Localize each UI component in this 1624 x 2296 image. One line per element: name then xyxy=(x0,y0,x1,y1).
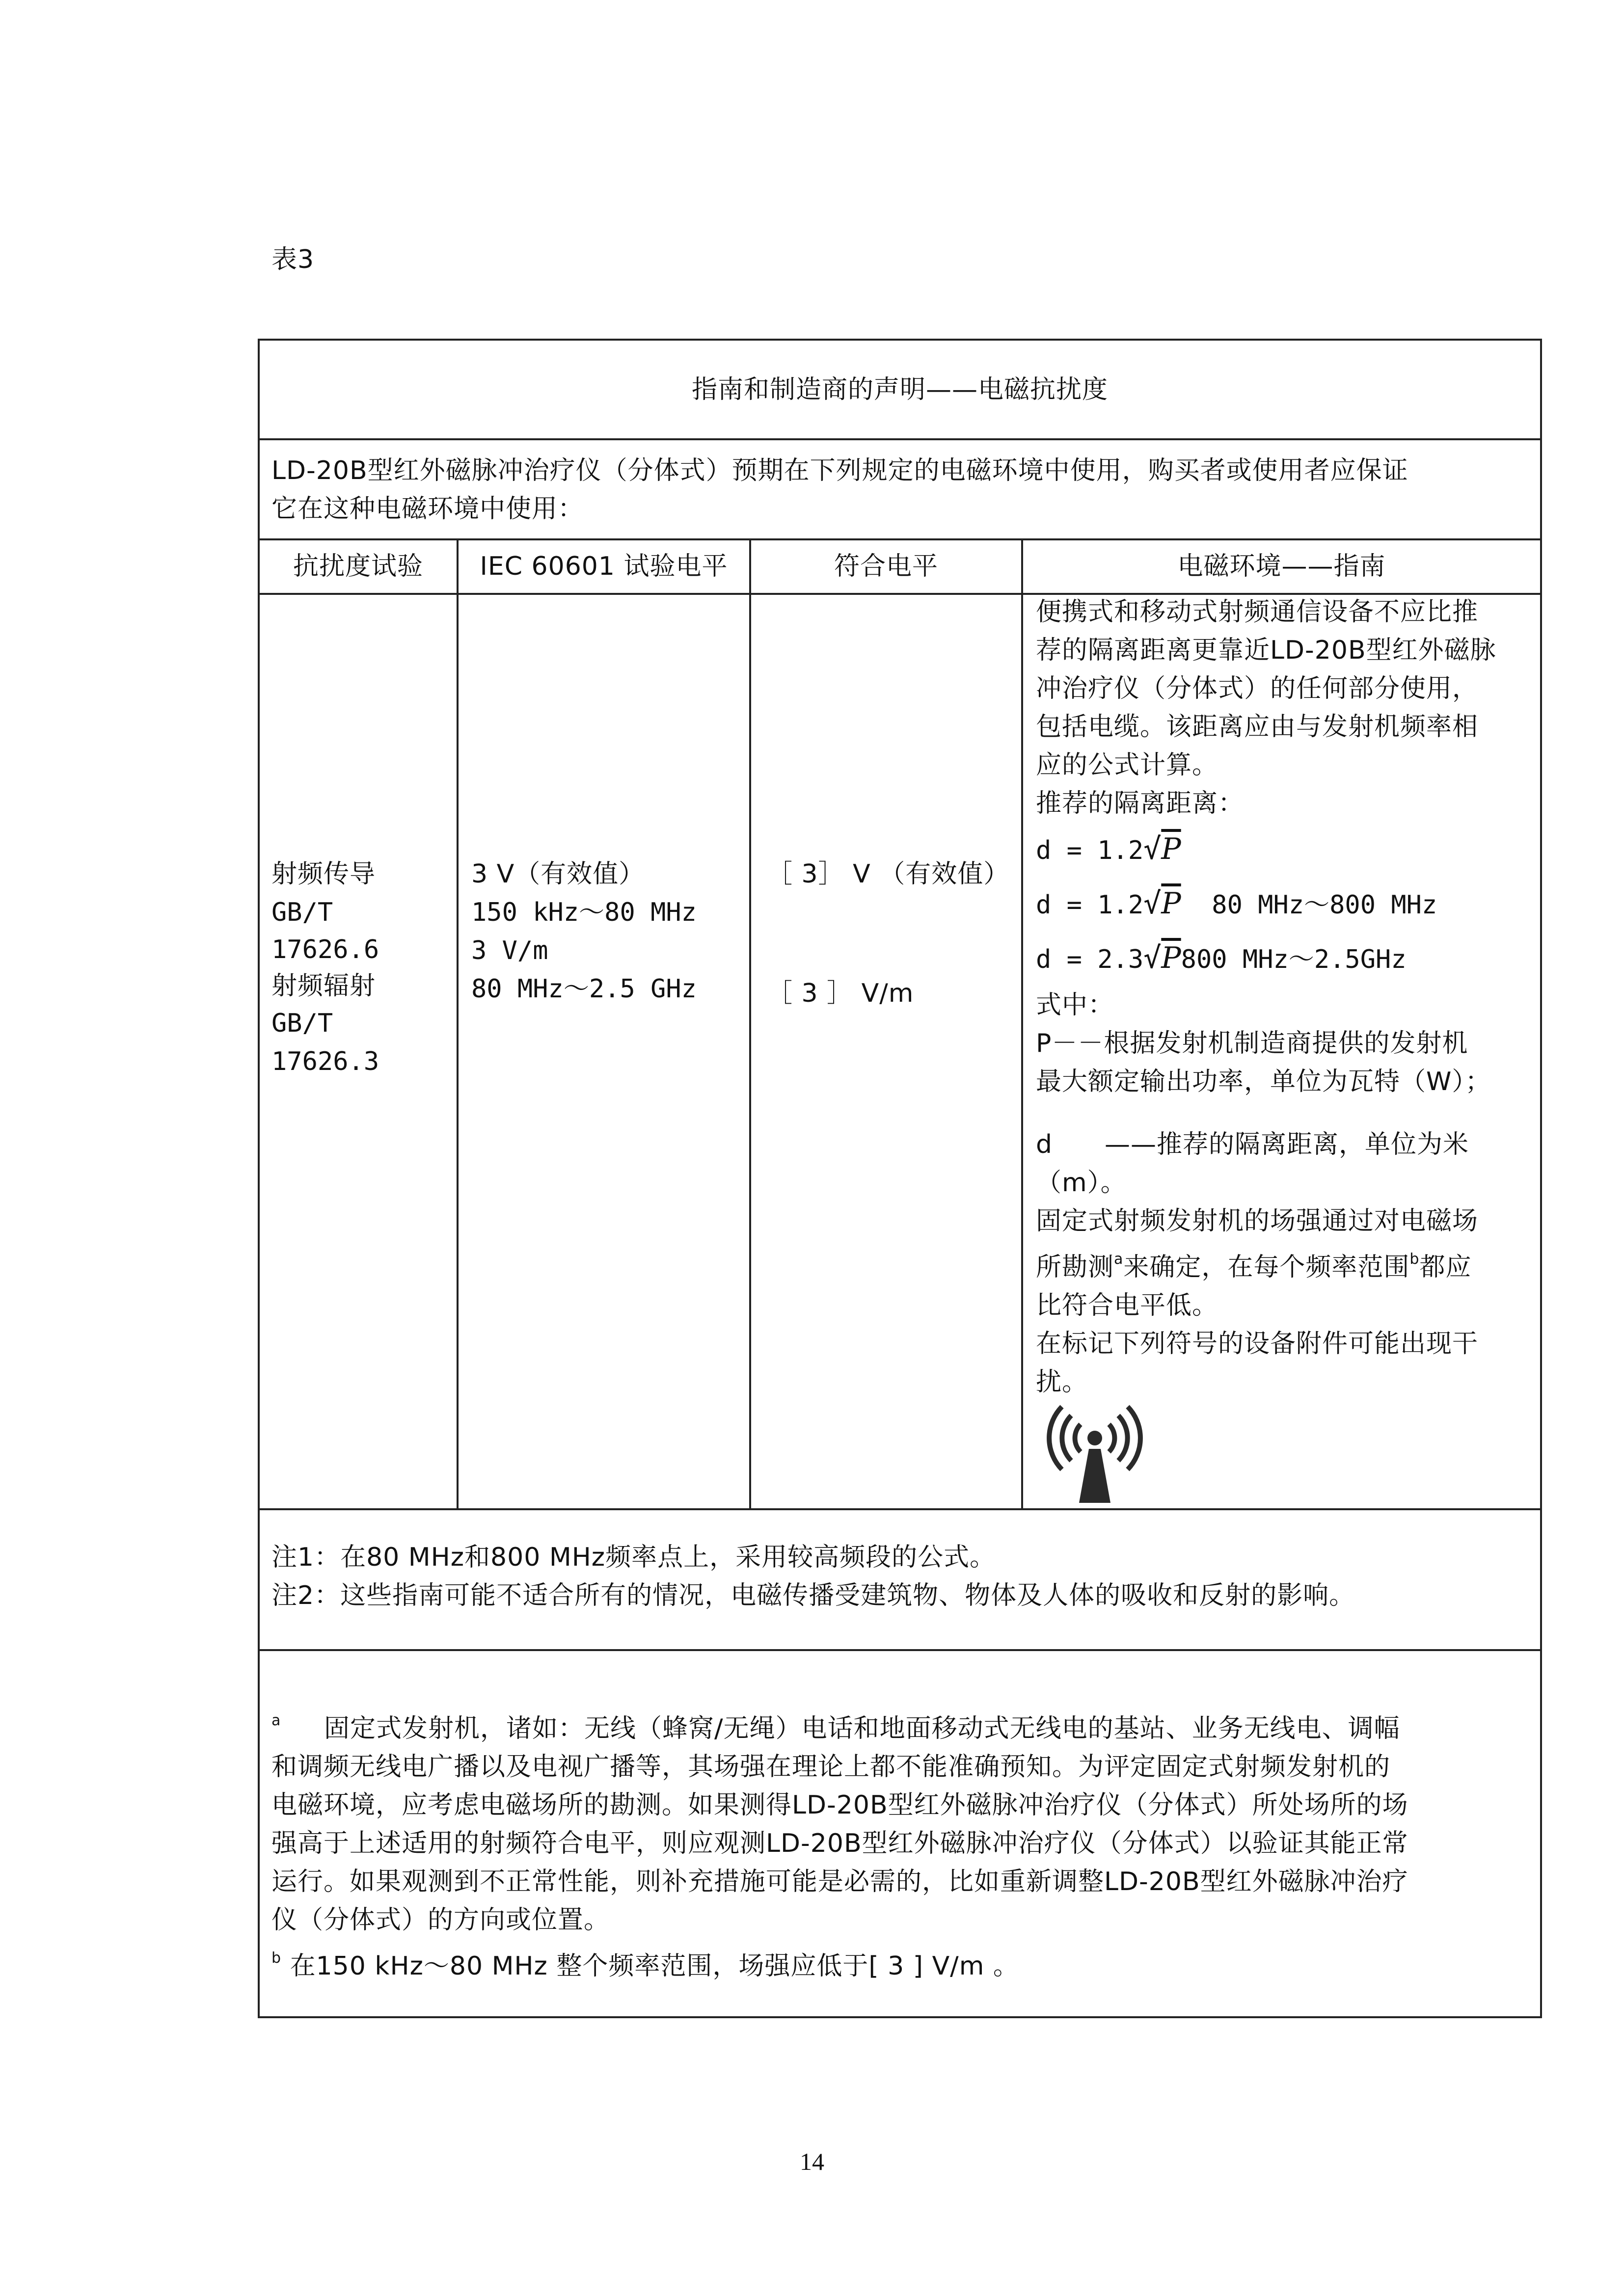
guidance-line: d ——推荐的隔离距离，单位为米 xyxy=(1036,1130,1469,1159)
col-divider-1 xyxy=(457,538,459,1510)
intro-line: LD-20B型红外磁脉冲治疗仪（分体式）预期在下列规定的电磁环境中使用，购买者或使用者应保证 xyxy=(271,456,1408,485)
header-compliance-level: 符合电平 xyxy=(834,552,938,581)
footnote-a-line xyxy=(271,1702,1408,1748)
footnote-ref-b: b xyxy=(1409,1251,1420,1268)
guidance-line: 最大额定输出功率，单位为瓦特（W）； xyxy=(1036,1067,1491,1096)
footnote-text: 在150 kHz～80 MHz 整个频率范围，场强应低于[ 3 ] V/m 。 xyxy=(290,1951,1019,1981)
footnote-a-line: 和调频无线电广播以及电视广播等，其场强在理论上都不能准确预知。为评定固定式射频发射机的 xyxy=(271,1752,1391,1782)
footnote-a-line: 电磁环境，应考虑电磁场所的勘测。如果测得LD-20B型红外磁脉冲治疗仪（分体式）所处场所的场 xyxy=(271,1790,1408,1820)
level-range: 150 kHz～80 MHz xyxy=(471,898,697,927)
compliance-radiated: ［ 3 ］ V/m xyxy=(767,979,914,1008)
guidance-cell xyxy=(1036,593,1537,1401)
test-name: 射频辐射 xyxy=(271,971,376,1001)
footnote-b-mark: b xyxy=(271,1949,282,1967)
formula-3 xyxy=(1036,932,1537,986)
level-value: 3 V（有效值） xyxy=(471,859,645,889)
guidance-text: 来确定，在每个频率范围 xyxy=(1123,1253,1410,1282)
col-divider-2 xyxy=(749,538,751,1510)
footnote-ref-a: a xyxy=(1114,1251,1124,1268)
table-label: 表3 xyxy=(271,245,315,274)
rule-intro xyxy=(258,538,1542,540)
footnote-b-line xyxy=(271,1939,1408,1985)
formula-var: P xyxy=(1161,886,1181,921)
test-name: 射频传导 xyxy=(271,859,376,889)
guidance-line: 在标记下列符号的设备附件可能出现干 xyxy=(1036,1329,1479,1359)
level-value: 3 V/m xyxy=(471,936,548,965)
formula-range: 800 MHz～2.5GHz xyxy=(1181,945,1407,974)
standard-label: GB/T xyxy=(271,1009,333,1038)
guidance-text: 都应 xyxy=(1419,1253,1472,1282)
col-divider-3 xyxy=(1021,538,1023,1510)
formula-var: P xyxy=(1161,832,1181,866)
note-1: 注1：在80 MHz和800 MHz频率点上，采用较高频段的公式。 xyxy=(271,1543,996,1572)
notes xyxy=(271,1538,1355,1615)
guidance-line: （m）。 xyxy=(1036,1168,1127,1198)
formula-range: 80 MHz～800 MHz xyxy=(1212,890,1437,920)
level-range: 80 MHz～2.5 GHz xyxy=(471,974,697,1004)
guidance-line: 比符合电平低。 xyxy=(1036,1291,1218,1320)
table-title: 指南和制造商的声明——电磁抗扰度 xyxy=(691,375,1108,404)
formula-1 xyxy=(1036,823,1537,877)
formula-2 xyxy=(1036,877,1537,932)
footnote-a-mark: a xyxy=(271,1712,281,1729)
guidance-line: 冲治疗仪（分体式）的任何部分使用， xyxy=(1036,674,1479,703)
intro-line: 它在这种电磁环境中使用： xyxy=(271,494,584,524)
guidance-line: P－－根据发射机制造商提供的发射机 xyxy=(1036,1029,1468,1058)
footnote-a-line: 仪（分体式）的方向或位置。 xyxy=(271,1905,610,1935)
non-ionizing-radiation-icon xyxy=(1036,1394,1154,1504)
rule-title xyxy=(258,438,1542,440)
note-2: 注2：这些指南可能不适合所有的情况，电磁传播受建筑物、物体及人体的吸收和反射的影响。 xyxy=(271,1581,1355,1610)
sqrt-symbol: √ xyxy=(1143,886,1162,921)
footnote-a-line: 强高于上述适用的射频符合电平，则应观测LD-20B型红外磁脉冲治疗仪（分体式）以验证其能正常 xyxy=(271,1829,1408,1858)
standard-number: 17626.3 xyxy=(271,1047,379,1076)
guidance-text: 所勘测 xyxy=(1036,1253,1114,1282)
guidance-line: 便携式和移动式射频通信设备不应比推 xyxy=(1036,597,1479,627)
guidance-line xyxy=(1036,1240,1537,1286)
footnote-text: 固定式发射机，诸如：无线（蜂窝/无绳）电话和地面移动式无线电的基站、业务无线电、调幅 xyxy=(324,1714,1400,1743)
formula-var: P xyxy=(1161,941,1181,975)
rule-body xyxy=(258,1508,1542,1510)
sqrt-symbol: √ xyxy=(1143,941,1162,975)
formula-prefix: d = 1.2 xyxy=(1036,836,1144,865)
guidance-line: 扰。 xyxy=(1036,1367,1088,1397)
guidance-line: 固定式射频发射机的场强通过对电磁场 xyxy=(1036,1206,1479,1236)
guidance-line: 荐的隔离距离更靠近LD-20B型红外磁脉 xyxy=(1036,636,1496,665)
header-em-guidance: 电磁环境——指南 xyxy=(1177,552,1386,581)
sqrt-symbol: √ xyxy=(1143,832,1162,866)
formula-prefix: d = 1.2 xyxy=(1036,890,1144,920)
page-number: 14 xyxy=(800,2148,824,2175)
footnote-a-line: 运行。如果观测到不正常性能，则补充措施可能是必需的，比如重新调整LD-20B型红外磁脉冲治疗 xyxy=(271,1867,1408,1896)
standard-number: 17626.6 xyxy=(271,935,379,964)
compliance-conducted: ［ 3］ V （有效值） xyxy=(767,859,1010,889)
guidance-line: 式中： xyxy=(1036,990,1114,1020)
iec-level-cell xyxy=(471,855,697,1008)
rule-notes xyxy=(258,1649,1542,1651)
immunity-test-cell xyxy=(271,855,379,1081)
footnotes xyxy=(271,1702,1408,1985)
guidance-line: 应的公式计算。 xyxy=(1036,750,1218,780)
header-iec-level: IEC 60601 试验电平 xyxy=(480,552,728,581)
standard-label: GB/T xyxy=(271,898,333,927)
formula-prefix: d = 2.3 xyxy=(1036,945,1144,974)
header-immunity-test: 抗扰度试验 xyxy=(293,552,423,581)
intro-text xyxy=(271,452,1408,528)
guidance-line: 包括电缆。该距离应由与发射机频率相 xyxy=(1036,712,1479,742)
guidance-line: 推荐的隔离距离： xyxy=(1036,789,1245,818)
